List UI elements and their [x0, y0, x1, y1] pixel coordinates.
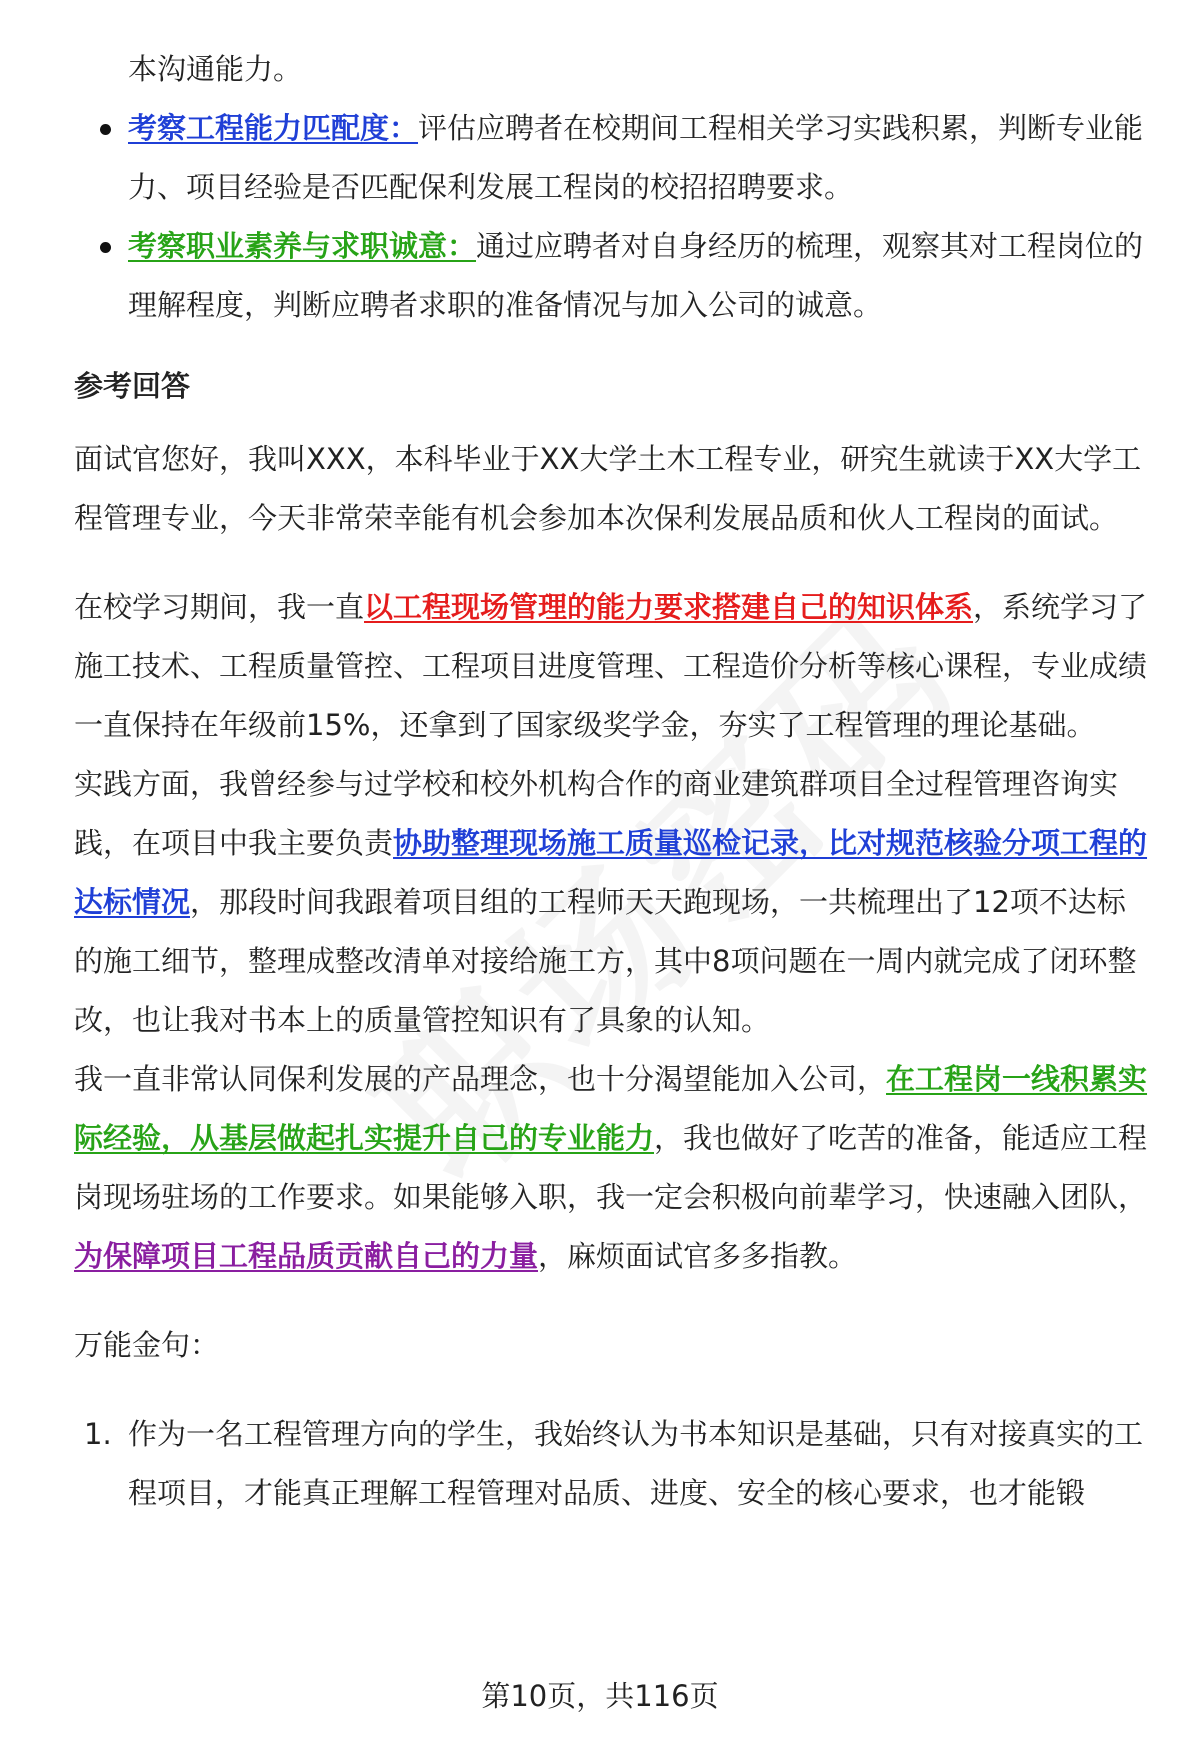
evaluation-points-list — [74, 40, 1154, 335]
answer-paragraph-practice — [74, 755, 1154, 1050]
bullet-dot-icon — [100, 242, 111, 253]
list-item-text: 作为一名工程管理方向的学生，我始终认为书本知识是基础，只有对接真实的工程项目，才能真正理解工程管理对品质、进度、安全的核心要求，也才能锻 — [128, 1417, 1144, 1510]
paragraph-text: ，我也做好了吃苦的准备，能适应工程岗现场驻场的工作要求。如果能够入职，我一定会积极向前辈学习，快速融入团队， — [74, 1121, 1148, 1214]
page-content — [74, 40, 1154, 1523]
paragraph-text: 我一直非常认同保利发展的产品理念，也十分渴望能加入公司， — [74, 1062, 887, 1096]
list-item-number: 1. — [84, 1417, 112, 1451]
list-item — [74, 40, 1154, 99]
answer-paragraph-intro: 面试官您好，我叫XXX，本科毕业于XX大学土木工程专业，研究生就读于XX大学工程管理专业，今天非常荣幸能有机会参加本次保利发展品质和伙人工程岗的面试。 — [74, 442, 1142, 535]
golden-sentences-list — [74, 1405, 1154, 1523]
paragraph-highlight: 协助整理现场施工质量巡检记录，比对规范核验分项工程的达标情况 — [74, 826, 1148, 919]
answer-paragraph-motivation — [74, 1050, 1154, 1286]
section-heading-golden: 万能金句： — [74, 1328, 220, 1362]
section-heading-reference: 参考回答 — [74, 369, 191, 403]
list-item-highlight: 考察职业素养与求职诚意： — [128, 229, 477, 263]
list-item — [74, 1405, 1154, 1523]
list-item-highlight: 考察工程能力匹配度： — [128, 111, 419, 145]
paragraph-text: ，麻烦面试官多多指教。 — [538, 1239, 858, 1273]
page-footer: 第10页，共116页 — [481, 1679, 719, 1713]
paragraph-highlight: 在工程岗一线积累实际经验，从基层做起扎实提升自己的专业能力 — [74, 1062, 1148, 1155]
list-item-text: 通过应聘者对自身经历的梳理，观察其对工程岗位的理解程度，判断应聘者求职的准备情况与加入公司的诚意。 — [128, 229, 1144, 322]
paragraph-gap — [74, 1375, 1154, 1405]
paragraph-gap — [74, 1286, 1154, 1316]
paragraph-highlight: 为保障项目工程品质贡献自己的力量 — [74, 1239, 539, 1273]
paragraph-text: ，系统学习了施工技术、工程质量管控、工程项目进度管理、工程造价分析等核心课程，专业成绩一直保持在年级前15%，还拿到了国家级奖学金，夯实了工程管理的理论基础。 — [74, 590, 1148, 742]
paragraph-text: 实践方面，我曾经参与过学校和校外机构合作的商业建筑群项目全过程管理咨询实践，在项目中我主要负责 — [74, 767, 1119, 860]
list-item-text: 评估应聘者在校期间工程相关学习实践积累，判断专业能力、项目经验是否匹配保利发展工程岗的校招招聘要求。 — [128, 111, 1144, 204]
list-item-text: 本沟通能力。 — [128, 52, 303, 86]
paragraph-text: ，那段时间我跟着项目组的工程师天天跑现场，一共梳理出了12项不达标的施工细节，整理成整改清单对接给施工方，其中8项问题在一周内就完成了闭环整改，也让我对书本上的质量管控知识有了具象的认知。 — [74, 885, 1137, 1037]
list-item — [74, 99, 1154, 217]
paragraph-gap — [74, 548, 1154, 578]
answer-paragraph-study — [74, 578, 1154, 755]
bullet-dot-icon — [100, 124, 111, 135]
paragraph-text: 在校学习期间，我一直 — [74, 590, 365, 624]
list-item — [74, 217, 1154, 335]
paragraph-highlight: 以工程现场管理的能力要求搭建自己的知识体系 — [364, 590, 974, 624]
